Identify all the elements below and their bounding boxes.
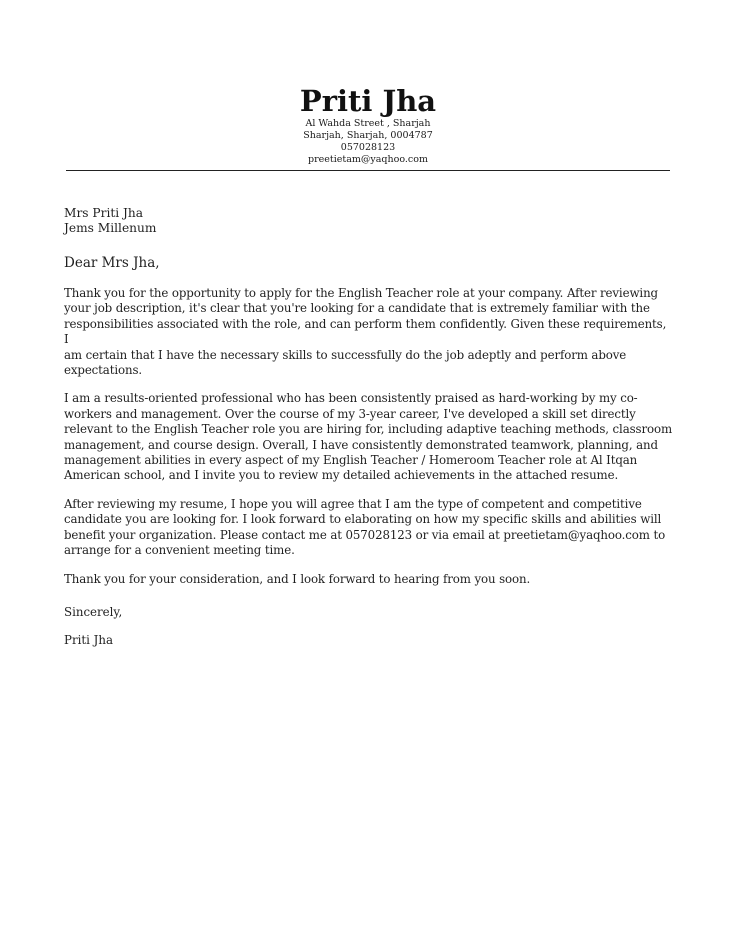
signature: Priti Jha (64, 632, 113, 647)
header-divider (66, 170, 670, 171)
sender-email: preetietam@yaqhoo.com (308, 154, 428, 165)
recipient-name: Mrs Priti Jha (64, 206, 144, 220)
sender-contact (0, 118, 736, 166)
recipient-block (64, 206, 674, 236)
paragraph-contact: After reviewing my resume, I hope you will agree that I am the type of competent and competitive candidate you are looking for. I look forward to elaborating on how my specific skills and abilities will benefit your organization. Please contact me at 057028123 or via email at preetietam@yaqhoo.com to arrange for a convenient meeting time. (64, 496, 666, 558)
letter-body (64, 206, 674, 648)
paragraph-thanks: Thank you for your consideration, and I look forward to hearing from you soon. (64, 571, 531, 586)
closing: Sincerely, (64, 604, 123, 619)
paragraph-experience: I am a results-oriented professional who has been consistently praised as hard-working by my co- workers and management. Over the course of my 3-year career, I've developed a skill set directly relevant to the English Teacher role you are hiring for, including adaptive teaching methods, classroom management, and course design. Overall, I have consistently demonstrated teamwork, planning, and management abilities in every aspect of my English Teacher / Homeroom Teacher role at Al Itqan American school, and I invite you to review my detailed achievements in the attached resume. (64, 391, 673, 483)
sender-address-line2: Sharjah, Sharjah, 0004787 (303, 130, 433, 141)
sender-name: Priti Jha (299, 84, 437, 118)
sender-address-line1: Al Wahda Street , Sharjah (305, 118, 431, 129)
letterhead (0, 84, 736, 166)
recipient-organization: Jems Millenum (64, 221, 157, 235)
salutation: Dear Mrs Jha, (64, 255, 160, 271)
paragraph-intro: Thank you for the opportunity to apply for the English Teacher role at your company. After reviewing your job description, it's clear that you're looking for a candidate that is extremely familiar with the responsibilities associated with the role, and can perform them confidently. Given these requirements, I am certain that I have the necessary skills to successfully do the job adeptly and perform above expectations. (64, 286, 667, 378)
sender-phone: 057028123 (340, 142, 396, 153)
